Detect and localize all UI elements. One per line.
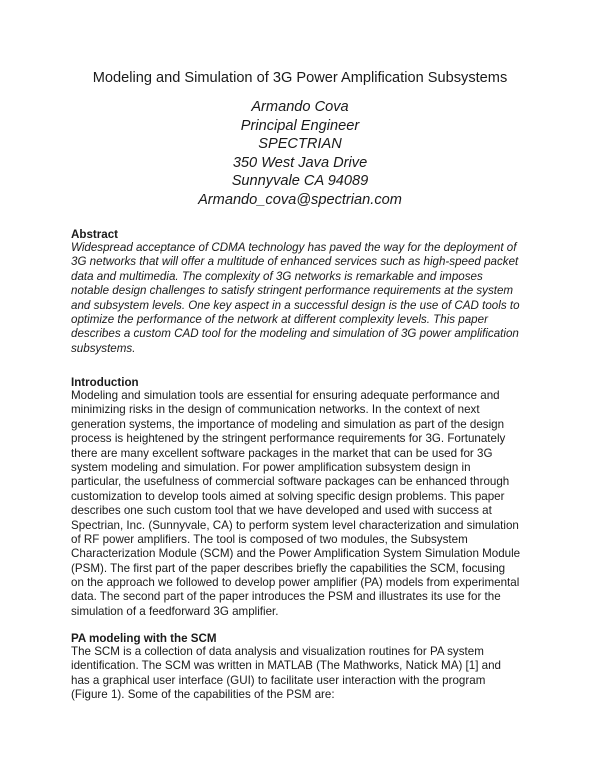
abstract-line: 3G networks that will offer a multitude of enhanced services such as high-speed packet	[71, 255, 519, 269]
introduction-line: (PSM). The first part of the paper describes briefly the capabilities the SCM, focusing	[71, 561, 506, 575]
introduction-line: customization to develop tools aimed at solving specific design problems. This paper	[71, 489, 505, 503]
abstract-line: subsystems.	[71, 341, 136, 355]
abstract-line: data and multimedia. The complexity of 3G networks is remarkable and imposes	[71, 269, 483, 283]
introduction-line: Spectrian, Inc. (Sunnyvale, CA) to perform system level characterization and simulation	[71, 518, 519, 532]
author-position: Principal Engineer	[240, 117, 360, 134]
introduction-body	[71, 389, 541, 619]
author-block	[0, 98, 600, 210]
author-name: Armando Cova	[251, 99, 349, 115]
introduction-line: there are many excellent software packages in the market that can be used for 3G	[71, 446, 493, 460]
introduction-line: Characterization Module (SCM) and the Power Amplification System Simulation Module	[71, 547, 521, 561]
author-email: Armando_cova@spectrian.com	[198, 191, 402, 208]
author-street: 350 West Java Drive	[232, 154, 368, 171]
introduction-line: generation systems, the importance of modeling and simulation as part of the design	[71, 417, 505, 431]
abstract-line: Widespread acceptance of CDMA technology has paved the way for the deployment of	[71, 241, 517, 254]
introduction-line: on the approach we followed to develop power amplifier (PA) models from experimental	[71, 576, 520, 590]
introduction-line: process is heightened by the stringent performance requirements for 3G. Fortunately	[71, 432, 506, 446]
introduction-line: describes one such custom tool that we have developed and used with success at	[71, 504, 492, 518]
introduction-line: minimizing risks in the design of communication networks. In the context of next	[71, 403, 480, 417]
abstract-line: notable design challenges to satisfy stringent performance requirements at the system	[71, 284, 514, 298]
abstract-line: describes a custom CAD tool for the modeling and simulation of 3G power amplification	[71, 327, 519, 341]
abstract-heading: Abstract	[71, 228, 119, 241]
introduction-heading: Introduction	[71, 376, 139, 389]
paper-title: Modeling and Simulation of 3G Power Amplification Subsystems	[92, 70, 508, 86]
abstract-body	[71, 241, 541, 356]
author-city: Sunnyvale CA 94089	[231, 173, 369, 190]
pa-modeling-line: identification. The SCM was written in MATLAB (The Mathworks, Natick MA) [1] and	[71, 659, 501, 673]
abstract-line: optimize the performance of the network at different complexity levels. This paper	[71, 312, 488, 326]
introduction-line: system modeling and simulation. For power amplification subsystem design in	[71, 460, 471, 474]
introduction-line: data. The second part of the paper introduces the PSM and illustrates its use for the	[71, 590, 501, 604]
pa-modeling-line: The SCM is a collection of data analysis and visualization routines for PA system	[71, 645, 484, 658]
author-company: SPECTRIAN	[258, 136, 342, 153]
pa-modeling-line: (Figure 1). Some of the capabilities of the PSM are:	[71, 688, 335, 702]
introduction-line: simulation of a feedforward 3G amplifier.	[71, 604, 279, 618]
abstract-line: and subsystem levels. One key aspect in a successful design is the use of CAD tools to	[71, 298, 520, 312]
pa-modeling-body	[71, 645, 541, 703]
introduction-line: Modeling and simulation tools are essential for ensuring adequate performance and	[71, 389, 500, 402]
pa-modeling-line: has a graphical user interface (GUI) to facilitate user interaction with the program	[71, 673, 486, 687]
pa-modeling-heading: PA modeling with the SCM	[71, 632, 217, 645]
introduction-line: of RF power amplifiers. The tool is composed of two modules, the Subsystem	[71, 532, 468, 546]
introduction-line: particular, the usefulness of commercial software packages can be enhanced through	[71, 475, 510, 489]
